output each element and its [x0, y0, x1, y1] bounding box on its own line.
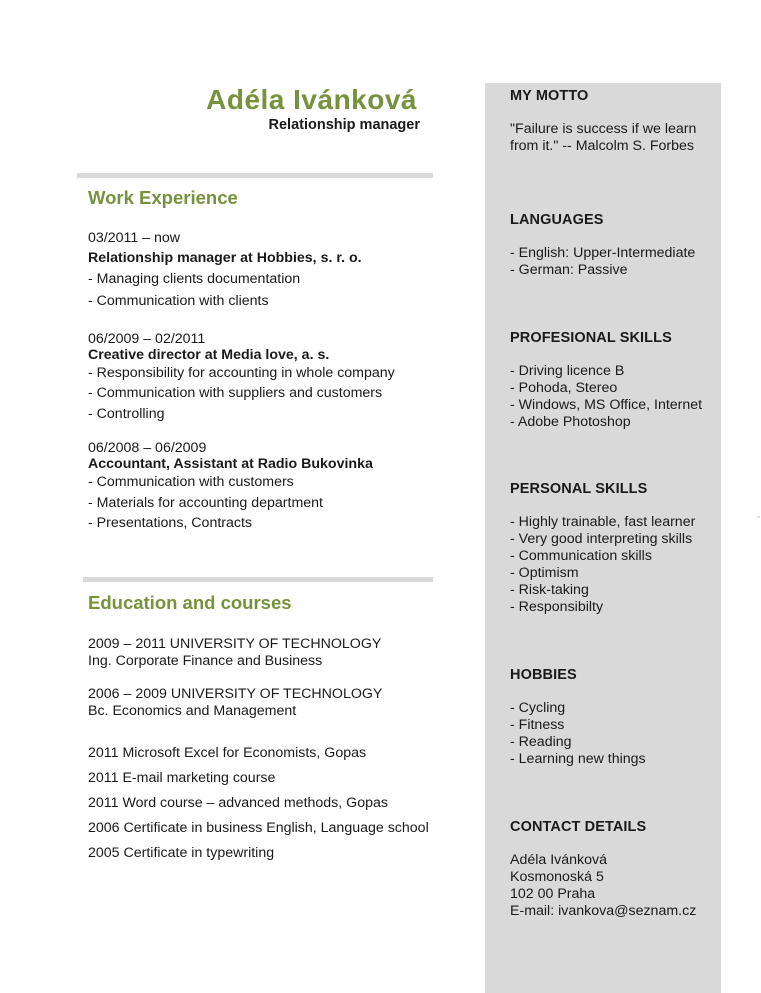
section-divider	[83, 577, 433, 582]
education-heading: Education and courses	[88, 592, 292, 613]
work-experience-heading: Work Experience	[88, 187, 238, 208]
personal-skills-section	[510, 481, 715, 616]
hobby-item: - Reading	[510, 734, 572, 750]
job-duty: - Responsibility for accounting in whole company	[88, 365, 395, 381]
skill-item: - Very good interpreting skills	[510, 531, 693, 547]
course-item: 2011 Microsoft Excel for Economists, Gopas	[88, 745, 367, 761]
languages-section	[510, 212, 715, 279]
degree-years: 2009 – 2011 UNIVERSITY OF TECHNOLOGY	[88, 636, 382, 652]
job-duty: - Materials for accounting department	[88, 495, 323, 511]
skill-item: - Communication skills	[510, 548, 652, 564]
candidate-title: Relationship manager	[268, 117, 420, 133]
contact-email: E-mail: ivankova@seznam.cz	[510, 903, 697, 919]
skill-item: - Risk-taking	[510, 582, 589, 598]
course-item: 2006 Certificate in business English, Language school	[88, 820, 429, 836]
skill-item: - Pohoda, Stereo	[510, 380, 618, 396]
professional-skills-section	[510, 330, 715, 431]
skill-item: - Driving licence B	[510, 363, 625, 379]
skill-item: - Adobe Photoshop	[510, 414, 631, 430]
hobbies-heading: HOBBIES	[510, 667, 577, 683]
job-position: Accountant, Assistant at Radio Bukovinka	[88, 456, 373, 472]
degree-field: Bc. Economics and Management	[88, 703, 297, 719]
skill-item: - Highly trainable, fast learner	[510, 514, 696, 530]
motto-section	[510, 88, 715, 155]
job-dates: 03/2011 – now	[88, 230, 181, 246]
personal-skills-heading: PERSONAL SKILLS	[510, 481, 648, 497]
languages-heading: LANGUAGES	[510, 212, 604, 228]
job-duty: - Communication with customers	[88, 474, 294, 490]
section-divider	[77, 173, 433, 178]
contact-name: Adéla Ivánková	[510, 852, 608, 868]
hobby-item: - Cycling	[510, 700, 566, 716]
job-duty: - Communication with suppliers and customers	[88, 385, 383, 401]
contact-city: 102 00 Praha	[510, 886, 596, 902]
job-duty: - Managing clients documentation	[88, 271, 301, 287]
job-position: Relationship manager at Hobbies, s. r. o.	[88, 250, 362, 266]
hobby-item: - Fitness	[510, 717, 565, 733]
skill-item: - Windows, MS Office, Internet	[510, 397, 703, 413]
degree-years: 2006 – 2009 UNIVERSITY OF TECHNOLOGY	[88, 686, 383, 702]
contact-heading: CONTACT DETAILS	[510, 819, 647, 835]
professional-skills-heading: PROFESIONAL SKILLS	[510, 330, 672, 346]
job-dates: 06/2009 – 02/2011	[88, 331, 206, 347]
job-position: Creative director at Media love, a. s.	[88, 347, 330, 363]
course-item: 2005 Certificate in typewriting	[88, 845, 275, 861]
course-item: 2011 E-mail marketing course	[88, 770, 276, 786]
language-item: - English: Upper-Intermediate	[510, 245, 696, 261]
language-item: - German: Passive	[510, 262, 628, 278]
job-duty: - Communication with clients	[88, 293, 269, 309]
hobby-item: - Learning new things	[510, 751, 646, 767]
motto-line: "Failure is success if we learn	[510, 121, 697, 137]
skill-item: - Responsibilty	[510, 599, 604, 615]
contact-section	[510, 819, 715, 920]
course-item: 2011 Word course – advanced methods, Gopas	[88, 795, 388, 811]
hobbies-section	[510, 667, 715, 768]
job-dates: 06/2008 – 06/2009	[88, 440, 207, 456]
job-duty: - Controlling	[88, 406, 165, 422]
candidate-name: Adéla Ivánková	[206, 84, 417, 115]
skill-item: - Optimism	[510, 565, 579, 581]
job-duty: - Presentations, Contracts	[88, 515, 253, 531]
degree-field: Ing. Corporate Finance and Business	[88, 653, 323, 669]
margin-marker-icon: ▫	[757, 514, 760, 521]
contact-street: Kosmonoská 5	[510, 869, 604, 885]
motto-line: from it." -- Malcolm S. Forbes	[510, 138, 694, 154]
motto-heading: MY MOTTO	[510, 88, 589, 104]
